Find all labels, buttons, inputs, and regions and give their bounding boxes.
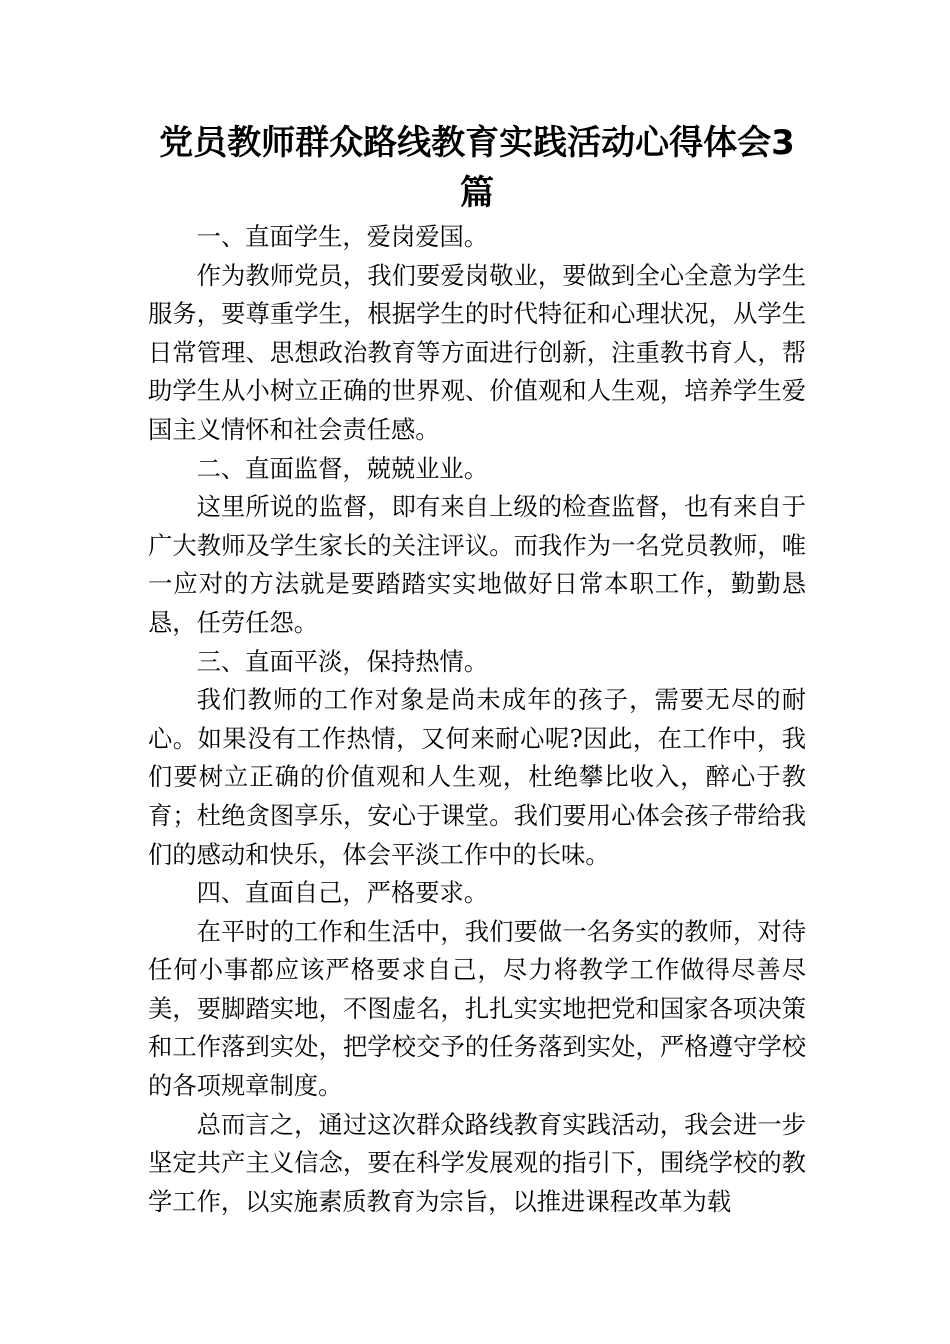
paragraph-conclusion: 总而言之，通过这次群众路线教育实践活动，我会进一步坚定共产主义信念，要在科学发展观的指引下，围绕学校的教学工作，以实施素质教育为宗旨，以推进课程改革为载 xyxy=(148,1109,806,1216)
paragraph-2: 这里所说的监督，即有来自上级的检查监督，也有来自于广大教师及学生家长的关注评议。而我作为一名党员教师，唯一应对的方法就是要踏踏实实地做好日常本职工作，勤勤恳恳，任劳任怨。 xyxy=(148,492,806,637)
section-heading-2: 二、直面监督，兢兢业业。 xyxy=(196,453,489,483)
section-heading-4: 四、直面自己，严格要求。 xyxy=(196,878,489,908)
document-title: 党员教师群众路线教育实践活动心得体会3篇 xyxy=(159,123,795,213)
section-heading-1: 一、直面学生，爱岗爱国。 xyxy=(196,222,489,251)
section-heading-3: 三、直面平淡，保持热情。 xyxy=(196,646,489,676)
paragraph-3: 我们教师的工作对象是尚未成年的孩子，需要无尽的耐心。如果没有工作热情，又何来耐心呢?因此，在工作中，我们要树立正确的价值观和人生观，杜绝攀比收入，醉心于教育；杜绝贪图享乐，安心于课堂。我们要用心体会孩子带给我们的感动和快乐，体会平淡工作中的长味。 xyxy=(148,685,806,869)
document-page xyxy=(148,118,806,1221)
paragraph-4: 在平时的工作和生活中，我们要做一名务实的教师，对待任何小事都应该严格要求自己，尽力将教学工作做得尽善尽美，要脚踏实地，不图虚名，扎扎实实地把党和国家各项决策和工作落到实处，把学校交予的任务落到实处，严格遵守学校的各项规章制度。 xyxy=(148,916,806,1101)
paragraph-1: 作为教师党员，我们要爱岗敬业，要做到全心全意为学生服务，要尊重学生，根据学生的时代特征和心理状况，从学生日常管理、思想政治教育等方面进行创新，注重教书育人，帮助学生从小树立正确的世界观、价值观和人生观，培养学生爱国主义情怀和社会责任感。 xyxy=(148,260,806,444)
